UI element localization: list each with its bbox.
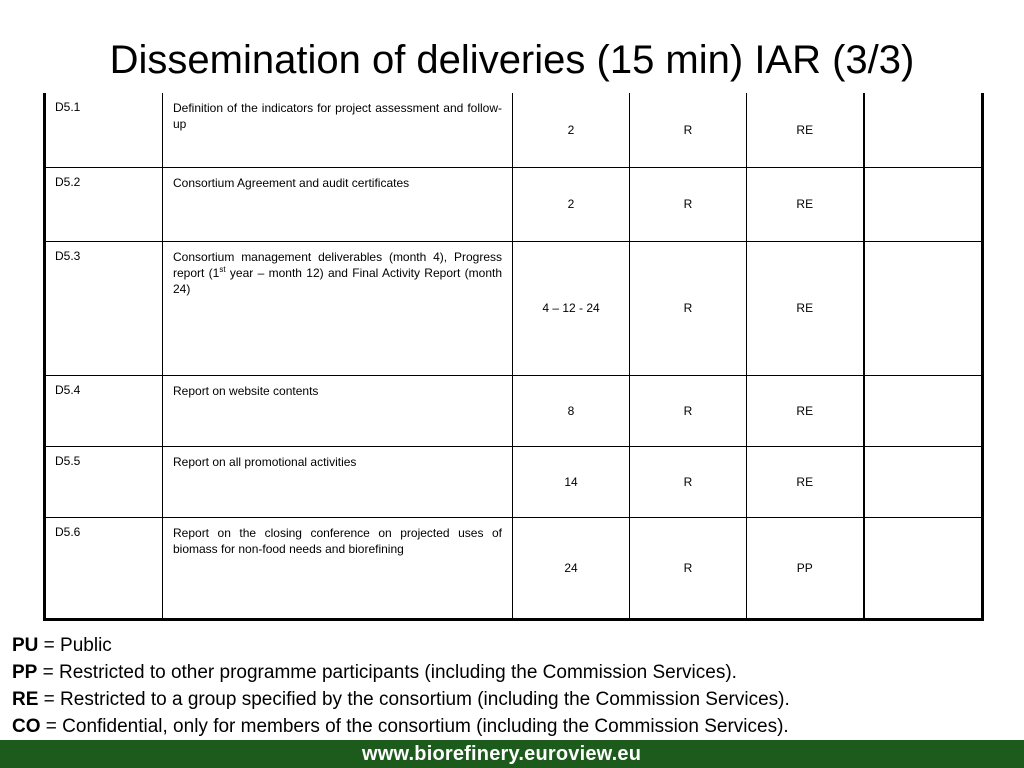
deliverable-nature: R: [630, 517, 747, 619]
title-part: year – month 12) and Final Activity Report (month 24): [173, 265, 502, 296]
dissemination-level: RE: [747, 375, 864, 446]
empty-cell: [864, 517, 983, 619]
deliverable-id: D5.1: [45, 93, 163, 167]
empty-cell: [864, 375, 983, 446]
ordinal-suffix: st: [219, 264, 226, 274]
deliverable-nature: R: [630, 241, 747, 375]
table-row: [45, 446, 983, 517]
deliverable-id: D5.6: [45, 517, 163, 619]
dissemination-level: RE: [747, 446, 864, 517]
empty-cell: [864, 241, 983, 375]
deliverable-title: Consortium Agreement and audit certificates: [163, 167, 513, 241]
legend-text: = Restricted to other programme participants (including the Commission Services).: [37, 662, 737, 683]
table-row: [45, 375, 983, 446]
deliverable-nature: R: [630, 375, 747, 446]
deliverable-title: Report on all promotional activities: [163, 446, 513, 517]
footer-website-link[interactable]: www.biorefinery.euroview.eu: [362, 743, 642, 765]
deliverable-nature: R: [630, 93, 747, 167]
table-row: [45, 93, 983, 167]
table-row: [45, 241, 983, 375]
legend-code: CO: [12, 716, 41, 737]
dissemination-level: PP: [747, 517, 864, 619]
dissemination-level: RE: [747, 167, 864, 241]
delivery-month: 2: [513, 167, 630, 241]
deliverable-title: Report on website contents: [163, 375, 513, 446]
deliverable-nature: R: [630, 446, 747, 517]
legend-item-re: [12, 686, 790, 713]
legend-code: PP: [12, 662, 38, 683]
empty-cell: [864, 93, 983, 167]
deliverable-id: D5.5: [45, 446, 163, 517]
deliverable-id: D5.2: [45, 167, 163, 241]
delivery-month: 4 – 12 - 24: [513, 241, 630, 375]
footer-bar: [0, 740, 1024, 768]
deliverable-title: Report on the closing conference on projected uses of biomass for non-food needs and biorefining: [163, 517, 513, 619]
deliverable-id: D5.3: [45, 241, 163, 375]
delivery-month: 14: [513, 446, 630, 517]
deliverables-table: [43, 93, 984, 621]
legend-item-pp: [12, 659, 790, 686]
legend-item-co: [12, 713, 790, 740]
legend-text: = Public: [38, 635, 112, 656]
delivery-month: 2: [513, 93, 630, 167]
legend-code: PU: [12, 635, 39, 656]
dissemination-level: RE: [747, 241, 864, 375]
dissemination-level: RE: [747, 93, 864, 167]
legend-item-pu: [12, 632, 790, 659]
deliverable-id: D5.4: [45, 375, 163, 446]
legend-code: RE: [12, 689, 39, 710]
legend: [12, 632, 790, 740]
delivery-month: 24: [513, 517, 630, 619]
deliverable-nature: R: [630, 167, 747, 241]
deliverable-title: [163, 241, 513, 375]
table-row: [45, 517, 983, 619]
deliverable-title: Definition of the indicators for project assessment and follow-up: [163, 93, 513, 167]
title-part: Consortium management deliverables (month 4), Progress report (1: [173, 249, 502, 280]
empty-cell: [864, 446, 983, 517]
legend-text: = Confidential, only for members of the consortium (including the Commission Services).: [40, 716, 789, 737]
slide-title: Dissemination of deliveries (15 min) IAR (3/3): [109, 38, 915, 82]
table-row: [45, 167, 983, 241]
delivery-month: 8: [513, 375, 630, 446]
empty-cell: [864, 167, 983, 241]
legend-text: = Restricted to a group specified by the consortium (including the Commission Services).: [38, 689, 790, 710]
